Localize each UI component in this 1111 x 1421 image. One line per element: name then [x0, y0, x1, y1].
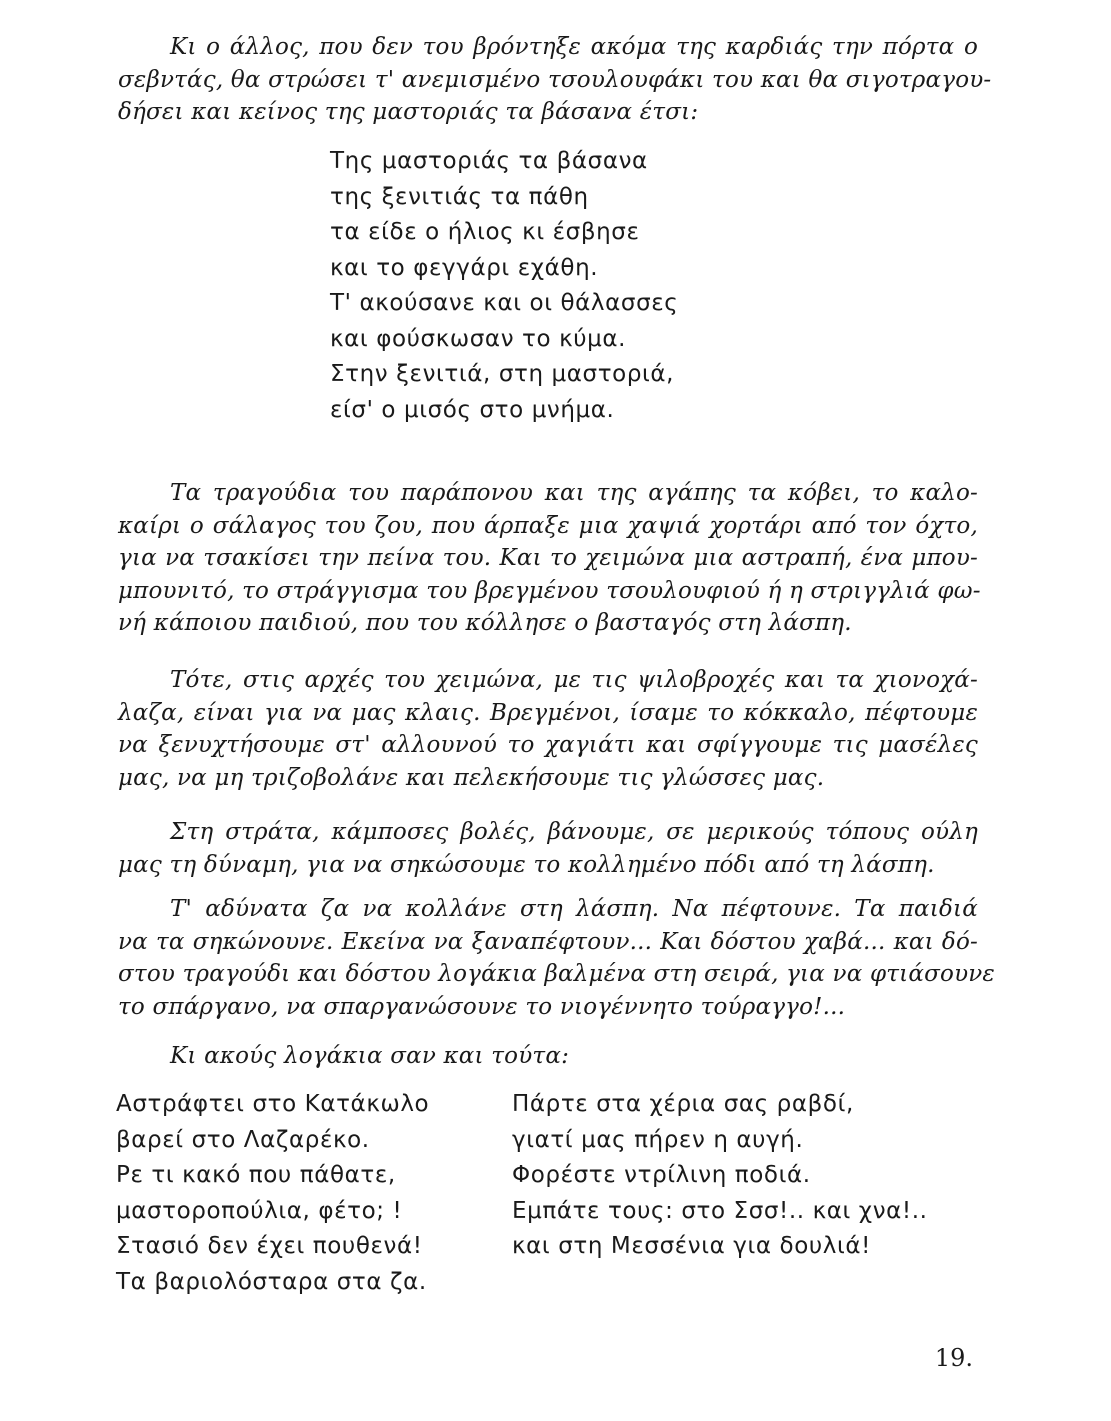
verse-line: Αστράφτει στο Κατάκωλο [116, 1091, 430, 1117]
text-line: Στη στράτα, κάμποσες βολές, βάνουμε, σε μερικούς τόπους ούλη [170, 819, 978, 845]
verse-line: Της μαστοριάς τα βάσανα [330, 148, 648, 174]
verse-line: της ξενιτιάς τα πάθη [330, 183, 589, 210]
text-line: να ξενυχτήσουμε στ' αλλουνού το χαγιάτι και σφίγγουμε τις μασέλες [118, 732, 978, 758]
verse-line: τα είδε ο ήλιος κι έσβησε [330, 219, 640, 245]
text-line: να τα σηκώνουνε. Εκείνα να ξαναπέφτουν... Και δόστου χαβά... και δό- [118, 928, 978, 955]
verse-line: Στασιό δεν έχει πουθενά! [116, 1233, 423, 1259]
paragraph-sayings-intro [118, 1040, 978, 1073]
verse-line: μαστοροπούλια, φέτο; ! [116, 1197, 403, 1224]
verse-line: Ρε τι κακό που πάθατε, [116, 1162, 396, 1188]
verse-line: Φορέστε ντρίλινη ποδιά. [512, 1162, 811, 1188]
verse-line: και στη Μεσσένια για δουλιά! [512, 1233, 871, 1259]
paragraph-songs [118, 477, 981, 640]
text-line: Τα τραγούδια του παράπονου και της αγάπης τα κόβει, το καλο- [170, 480, 978, 506]
text-line: σεβντάς, θα στρώσει τ' ανεμισμένο τσουλουφάκι του και θα σιγοτραγου- [118, 66, 992, 93]
verse-line: είσ' ο μισός στο μνήμα. [330, 396, 615, 423]
text-line: Κι ακούς λογάκια σαν και τούτα: [170, 1043, 570, 1069]
text-line: στου τραγούδι και δόστου λογάκια βαλμένα στη σειρά, για να φτιάσουνε [118, 961, 995, 987]
poem-stanza-2-left [116, 1087, 429, 1300]
verse-line: Τ' ακούσανε και οι θάλασσες [330, 290, 679, 316]
text-line: Τ' αδύνατα ζα να κολλάνε στη λάσπη. Να πέφτουνε. Τα παιδιά [170, 896, 978, 922]
verse-line: βαρεί στο Λαζαρέκο. [116, 1126, 370, 1153]
poem-stanza-1 [330, 144, 678, 428]
text-line: Κι ο άλλος, που δεν του βρόντηξε ακόμα της καρδιάς την πόρτα ο [170, 34, 978, 60]
verse-line: Πάρτε στα χέρια σας ραβδί, [512, 1091, 854, 1117]
text-line: μπουνιτό, το στράγγισμα του βρεγμένου τσουλουφιού ή η στριγγλιά φω- [118, 577, 981, 604]
text-line: το σπάργανο, να σπαργανώσουνε το νιογέννητο τούραγγο!... [118, 993, 846, 1020]
verse-line: και το φεγγάρι εχάθη. [330, 254, 599, 281]
poem-stanza-2-right [512, 1087, 928, 1265]
text-line: λαζα, είναι για να μας κλαις. Βρεγμένοι, ίσαμε το κόκκαλο, πέφτουμε [118, 699, 978, 726]
verse-line: Στην ξενιτιά, στη μαστοριά, [330, 361, 675, 387]
text-line: μας, να μη τριζοβολάνε και πελεκήσουμε τις γλώσσες μας. [118, 764, 825, 791]
intro-paragraph [118, 31, 992, 129]
paragraph-animals [118, 893, 995, 1023]
verse-line: Εμπάτε τους: στο Σσσ!.. και χνα!.. [512, 1197, 928, 1224]
text-line: δήσει και κείνος της μαστοριάς τα βάσανα έτσι: [118, 99, 699, 125]
text-line: για να τσακίσει την πείνα του. Και το χειμώνα μια αστραπή, ένα μπου- [118, 545, 978, 571]
paragraph-winter [118, 664, 978, 794]
page-number: 19. [934, 1344, 973, 1372]
text-line: μας τη δύναμη, για να σηκώσουμε το κολλημένο πόδι από τη λάσπη. [118, 851, 935, 878]
text-line: Τότε, στις αρχές του χειμώνα, με τις ψιλοβροχές και τα χιονοχά- [170, 667, 978, 693]
paragraph-road [118, 816, 978, 881]
text-line: καίρι ο σάλαγος του ζου, που άρπαξε μια χαψιά χορτάρι από τον όχτο, [118, 512, 978, 539]
verse-line: Τα βαριολόσταρα στα ζα. [116, 1268, 427, 1295]
text-line: νή κάποιου παιδιού, που του κόλλησε ο βασταγός στη λάσπη. [118, 610, 852, 636]
verse-line: και φούσκωσαν το κύμα. [330, 325, 627, 352]
verse-line: γιατί μας πήρεν η αυγή. [512, 1126, 804, 1153]
